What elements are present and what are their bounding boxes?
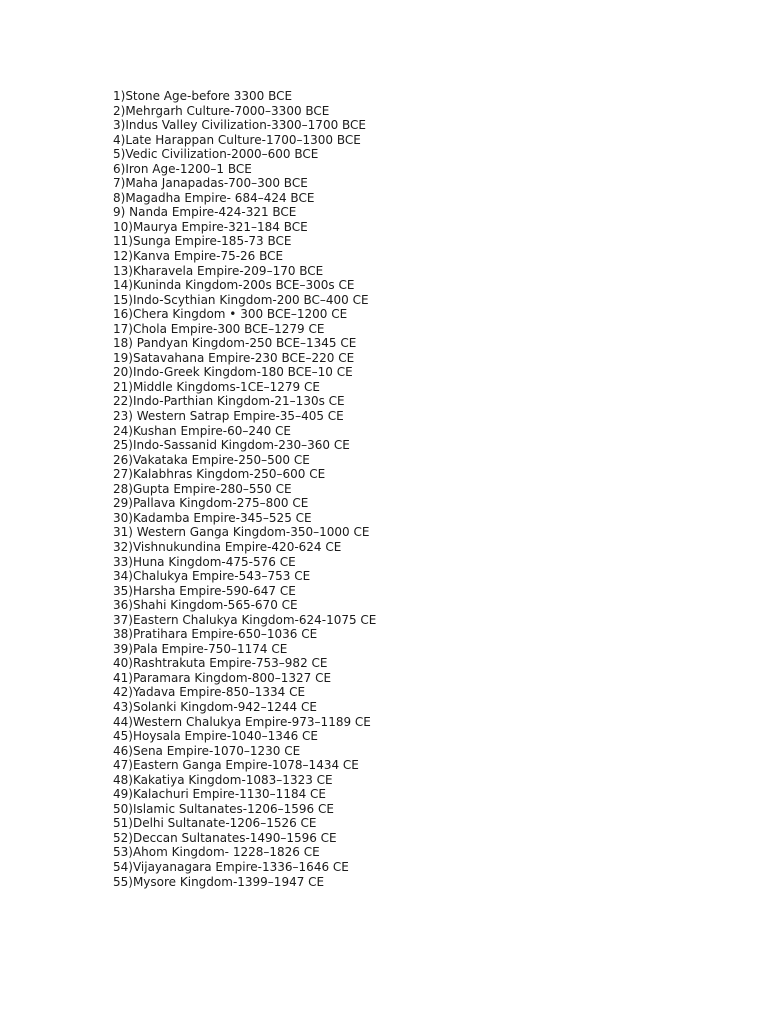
list-item: 42)Yadava Empire-850–1334 CE [113,685,306,700]
list-item: 30)Kadamba Empire-345–525 CE [113,510,312,525]
list-item: 25)Indo-Sassanid Kingdom-230–360 CE [113,438,350,453]
list-item: 16)Chera Kingdom • 300 BCE–1200 CE [113,307,348,322]
list-item: 19)Satavahana Empire-230 BCE–220 CE [113,350,355,365]
list-item: 53)Ahom Kingdom- 1228–1826 CE [113,845,320,860]
list-item: 45)Hoysala Empire-1040–1346 CE [113,729,318,744]
list-item: 13)Kharavela Empire-209–170 BCE [113,263,324,278]
list-item: 27)Kalabhras Kingdom-250–600 CE [113,467,326,482]
list-item: 14)Kuninda Kingdom-200s BCE–300s CE [113,278,355,293]
list-item: 29)Pallava Kingdom-275–800 CE [113,496,309,511]
list-item: 32)Vishnukundina Empire-420-624 CE [113,539,342,554]
list-item: 33)Huna Kingdom-475-576 CE [113,554,296,569]
list-item: 48)Kakatiya Kingdom-1083–1323 CE [113,772,333,787]
list-item: 4)Late Harappan Culture-1700–1300 BCE [113,132,361,147]
list-item: 10)Maurya Empire-321–184 BCE [113,219,308,234]
list-item: 24)Kushan Empire-60–240 CE [113,423,292,438]
list-item: 11)Sunga Empire-185-73 BCE [113,234,292,249]
list-item: 38)Pratihara Empire-650–1036 CE [113,627,318,642]
list-item: 6)Iron Age-1200–1 BCE [113,161,252,176]
list-item: 44)Western Chalukya Empire-973–1189 CE [113,714,371,729]
list-item: 43)Solanki Kingdom-942–1244 CE [113,699,317,714]
list-item: 12)Kanva Empire-75-26 BCE [113,249,284,264]
list-item: 7)Maha Janapadas-700–300 BCE [113,176,308,191]
list-item: 37)Eastern Chalukya Kingdom-624-1075 CE [113,612,377,627]
list-item: 15)Indo-Scythian Kingdom-200 BC–400 CE [113,292,369,307]
list-item: 52)Deccan Sultanates-1490–1596 CE [113,830,337,845]
list-item: 9) Nanda Empire-424-321 BCE [113,205,297,220]
list-item: 5)Vedic Civilization-2000–600 BCE [113,147,319,162]
list-item: 8)Magadha Empire- 684–424 BCE [113,190,315,205]
list-item: 51)Delhi Sultanate-1206–1526 CE [113,816,317,831]
list-item: 40)Rashtrakuta Empire-753–982 CE [113,656,328,671]
list-item: 23) Western Satrap Empire-35–405 CE [113,409,344,424]
list-item: 18) Pandyan Kingdom-250 BCE–1345 CE [113,336,357,351]
list-item: 55)Mysore Kingdom-1399–1947 CE [113,874,325,889]
list-item: 49)Kalachuri Empire-1130–1184 CE [113,787,326,802]
list-item: 34)Chalukya Empire-543–753 CE [113,569,311,584]
list-item: 39)Pala Empire-750–1174 CE [113,641,288,656]
list-item: 50)Islamic Sultanates-1206–1596 CE [113,801,334,816]
list-item: 3)Indus Valley Civilization-3300–1700 BCE [113,118,367,133]
list-item: 26)Vakataka Empire-250–500 CE [113,452,310,467]
timeline-list [113,89,376,889]
list-item: 46)Sena Empire-1070–1230 CE [113,743,301,758]
list-item: 54)Vijayanagara Empire-1336–1646 CE [113,859,349,874]
list-item: 17)Chola Empire-300 BCE–1279 CE [113,321,325,336]
list-item: 31) Western Ganga Kingdom-350–1000 CE [113,525,370,540]
list-item: 41)Paramara Kingdom-800–1327 CE [113,670,332,685]
list-item: 2)Mehrgarh Culture-7000–3300 BCE [113,103,330,118]
list-item: 36)Shahi Kingdom-565-670 CE [113,598,298,613]
list-item: 20)Indo-Greek Kingdom-180 BCE–10 CE [113,365,353,380]
list-item: 22)Indo-Parthian Kingdom-21–130s CE [113,394,345,409]
list-item: 35)Harsha Empire-590-647 CE [113,583,296,598]
list-item: 21)Middle Kingdoms-1CE–1279 CE [113,379,320,394]
list-item: 1)Stone Age-before 3300 BCE [113,89,293,103]
list-item: 47)Eastern Ganga Empire-1078–1434 CE [113,758,359,773]
list-item: 28)Gupta Empire-280–550 CE [113,481,292,496]
